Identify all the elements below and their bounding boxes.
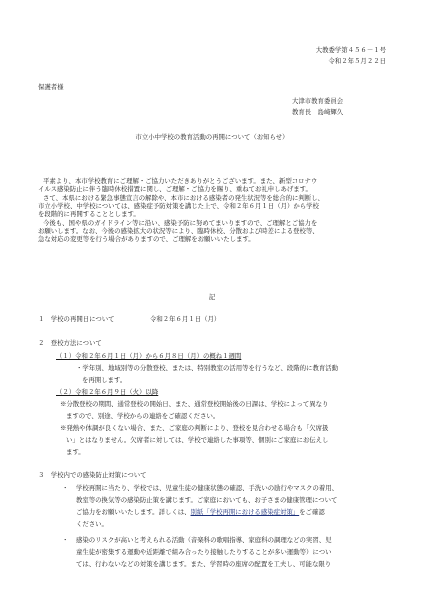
section3-bullet2-line: 感染のリスクが高いと考えられる活動（音楽科の歌唱指導、家庭科の調理などの実習、児 (76, 536, 332, 544)
section3-bullet1-text: ご協力をお願いいたします。詳しくは、 (76, 508, 191, 516)
recipient: 保護者様 (38, 83, 64, 91)
section2-period1-line: ・学年別、地域別等の分散登校、または、特別教室の活用等を行うなど、段階的に教育活動 (76, 364, 339, 372)
bullet-dot-icon: ・ (62, 536, 69, 544)
section3-bullet1-line (76, 508, 325, 516)
intro-line: イルス感染防止に伴う臨時休校措置に関し、ご理解・ご協力を賜り、重ねてお礼申しあげます。 (38, 185, 312, 194)
intro-line: 平素より、本市学校教育にご理解・ご協力いただきありがとうございます。また、新型コロナウ (43, 177, 318, 185)
section2-period1: （１）令和２年６月１日（月）から６月８日（月）の概ね１週間 (56, 352, 242, 360)
section3-label: ３ 学校内での感染防止対策について (38, 471, 147, 479)
section2-period2: （２）令和２年６月９日（火）以降 (56, 388, 159, 396)
intro-line: を段階的に再開することとします。 (38, 210, 140, 219)
intro-text (38, 177, 386, 244)
page-title: 市立小中学校の教育活動の再開について（お知らせ） (135, 133, 289, 141)
section2-note: い」とはなりません。欠席者に対しては、学校で連絡した事項等、個別にご家庭にお伝えし (66, 436, 329, 444)
section1-label: １ 学校の再開日について (38, 315, 115, 323)
section3-bullet1-line: ください。 (76, 520, 108, 528)
intro-line: さて、本県における緊急事態宣言の解除や、本市における感染者の発生状況等を総合的に判断し、 (43, 193, 324, 202)
section2-label: ２ 登校方法について (38, 339, 102, 347)
section3-bullet1-line: 教室等の換気等の感染防止策を講じます。ご家庭においても、お子さまの健康管理について (76, 496, 338, 504)
intro-line: 市立小学校、中学校については、感染症予防対策を講じた上で、令和２年６月１日（月）から学校 (38, 201, 319, 210)
section3-bullet2-line: 童生徒が密集する運動や近距離で組み合ったり接触したりすることが多い運動等）につい (76, 548, 332, 556)
intro-line: 急な対応の変更等を行う場合がありますので、ご理解をお願いいたします。 (38, 235, 255, 244)
infection-measures-link[interactable]: 別紙「学校再開における感染症対策」 (190, 508, 300, 516)
intro-line: お願いします。なお、今後の感染拡大の状況等により、臨時休校、分散および時差による登校等、 (38, 226, 319, 235)
section3-bullet1-line: 学校再開に当たり、学校では、児童生徒の健康状態の確認、手洗いの励行やマスクの着用、 (76, 484, 339, 492)
document-number: 大教委学第４５６－１号 (315, 46, 386, 54)
section3-bullet2-line: ては、行わないなどの対策を講じます。また、学習時の座席の配置を工夫し、可能な限り (76, 560, 332, 568)
section2-note: ますので、別途、学校からの連絡をご確認ください。 (66, 412, 220, 420)
section1-value: 令和２年６月１日（月） (150, 315, 221, 323)
intro-line: 今後も、国や県のガイドライン等に沿い、感染予防に努めてまいりますので、ご理解とご協力を (43, 218, 318, 227)
section3-bullet1-text: をご確認 (299, 508, 325, 516)
sender-name: 教育長 島﨑輝久 (292, 108, 344, 116)
section2-note: ます。 (66, 448, 85, 456)
ki-heading: 記 (208, 293, 216, 301)
section2-period1-line: を再開します。 (82, 376, 127, 384)
sender-organization: 大津市教育委員会 (292, 97, 344, 105)
document-date: 令和２年５月２２日 (328, 57, 386, 65)
bullet-dot-icon: ・ (62, 484, 69, 492)
section2-note: ※発熱や体調が良くない場合、また、ご家庭の判断により、登校を見合わせる場合も「欠席扱 (60, 424, 329, 432)
section2-note: ※分散登校の期間、通常登校の開始日、また、通常登校開始後の日課は、学校によって異なり (60, 400, 329, 408)
